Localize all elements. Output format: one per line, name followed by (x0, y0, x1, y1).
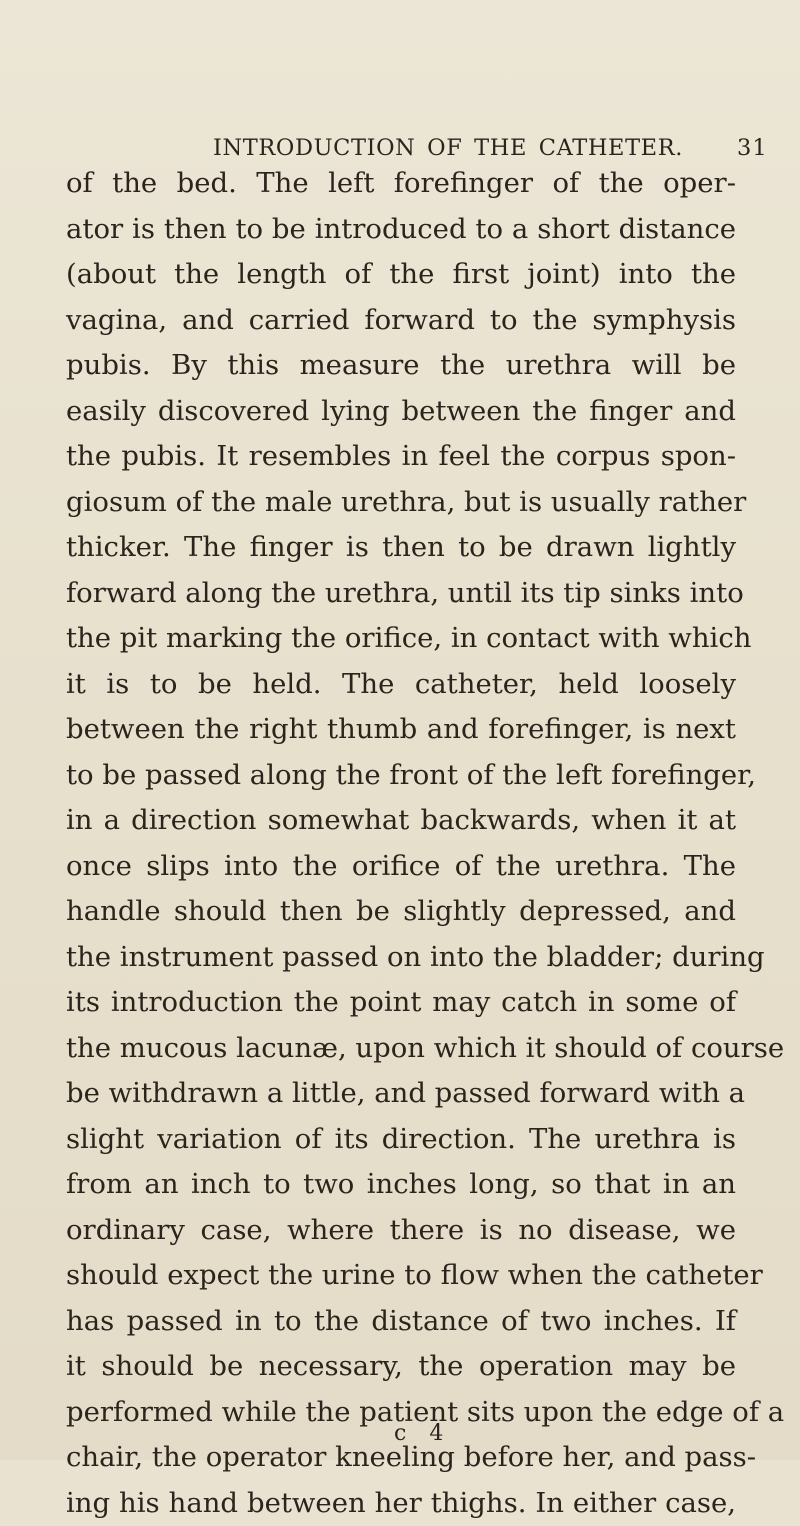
text-line: be withdrawn a little, and passed forward with a (66, 1071, 736, 1117)
text-line: once slips into the orifice of the urethra. The (66, 844, 736, 890)
text-line: the instrument passed on into the bladder; during (66, 935, 736, 981)
text-line: the pubis. It resembles in feel the corpus spon- (66, 434, 736, 480)
text-line: easily discovered lying between the finger and (66, 389, 736, 435)
text-line: giosum of the male urethra, but is usually rather (66, 480, 736, 526)
text-line: performed while the patient sits upon the edge of a (66, 1390, 736, 1436)
text-line: ordinary case, where there is no disease, we (66, 1208, 736, 1254)
text-line: the mucous lacunæ, upon which it should of course (66, 1026, 736, 1072)
text-line: in a direction somewhat backwards, when it at (66, 798, 736, 844)
text-line: ing his hand between her thighs. In either case, (66, 1481, 736, 1526)
running-head-title: INTRODUCTION OF THE CATHETER. (213, 128, 683, 168)
text-line: chair, the operator kneeling before her, and pass- (66, 1435, 736, 1481)
text-line: the pit marking the orifice, in contact with which (66, 616, 736, 662)
text-line: slight variation of its direction. The urethra is (66, 1117, 736, 1163)
text-line: to be passed along the front of the left forefinger, (66, 753, 736, 799)
text-line: its introduction the point may catch in some of (66, 980, 736, 1026)
text-line: between the right thumb and forefinger, is next (66, 707, 736, 753)
text-line: should expect the urine to flow when the catheter (66, 1253, 736, 1299)
text-line: (about the length of the first joint) into the (66, 252, 736, 298)
text-line: handle should then be slightly depressed, and (66, 889, 736, 935)
page-number: 31 (737, 128, 768, 168)
text-line: has passed in to the distance of two inches. If (66, 1299, 736, 1345)
text-line: forward along the urethra, until its tip sinks into (66, 571, 736, 617)
text-line: thicker. The finger is then to be drawn lightly (66, 525, 736, 571)
text-line: pubis. By this measure the urethra will be (66, 343, 736, 389)
text-line: ator is then to be introduced to a short distance (66, 207, 736, 253)
text-line: from an inch to two inches long, so that in an (66, 1162, 736, 1208)
body-text (66, 161, 736, 1526)
signature-mark: c 4 (394, 1414, 451, 1454)
text-line: it is to be held. The catheter, held loosely (66, 662, 736, 708)
text-line: it should be necessary, the operation may be (66, 1344, 736, 1390)
text-line: of the bed. The left forefinger of the oper- (66, 161, 736, 207)
text-line: vagina, and carried forward to the symphysis (66, 298, 736, 344)
